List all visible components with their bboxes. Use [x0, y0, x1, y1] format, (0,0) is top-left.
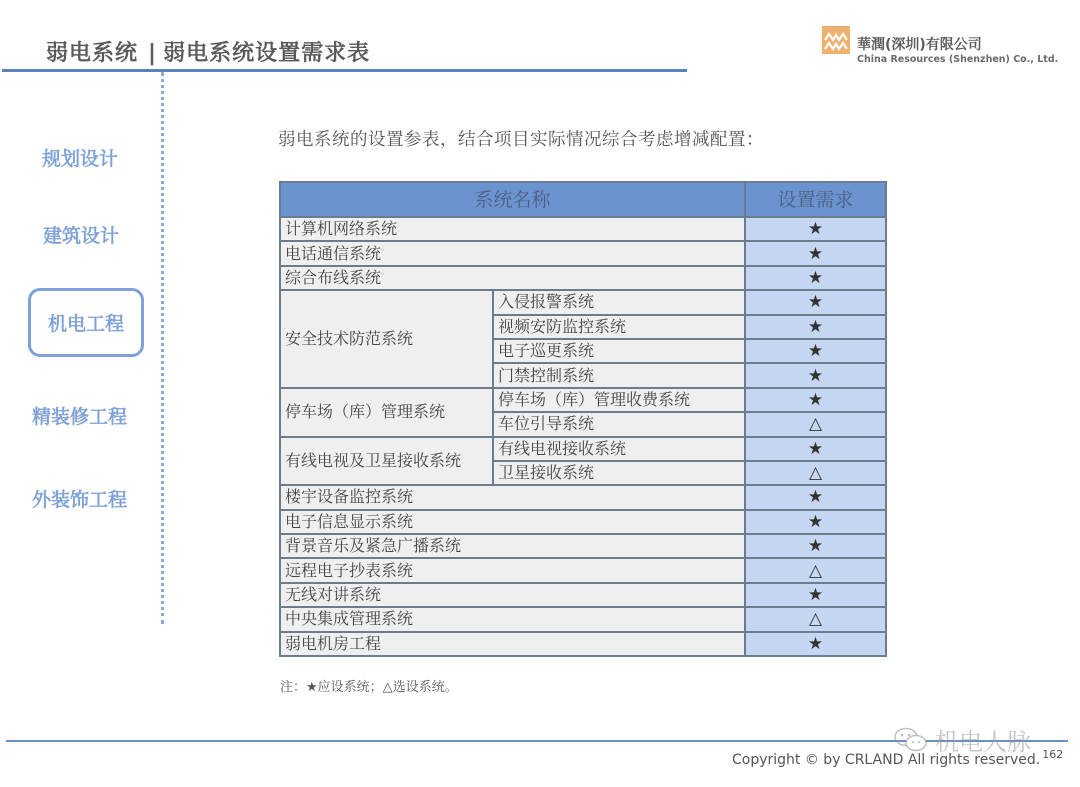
- company-name-en: China Resources (Shenzhen) Co., Ltd.: [857, 54, 1059, 65]
- system-name: 远程电子抄表系统: [280, 558, 745, 582]
- requirement-mark: △: [745, 607, 886, 631]
- system-name: 中央集成管理系统: [280, 607, 745, 631]
- table-row: [280, 534, 886, 558]
- requirement-mark: △: [745, 461, 886, 485]
- requirement-mark: ★: [745, 266, 886, 290]
- subsystem-name: 卫星接收系统: [493, 461, 745, 485]
- table-row: [280, 583, 886, 607]
- table-row: [280, 388, 886, 412]
- requirement-mark: ★: [745, 583, 886, 607]
- company-logo: [822, 26, 1062, 70]
- requirement-mark: ★: [745, 290, 886, 314]
- requirement-mark: ★: [745, 315, 886, 339]
- header-requirement: 设置需求: [745, 182, 886, 217]
- system-name: 无线对讲系统: [280, 583, 745, 607]
- subsystem-name: 车位引导系统: [493, 412, 745, 436]
- subsystem-name: 门禁控制系统: [493, 363, 745, 387]
- table-row: [280, 266, 886, 290]
- system-group-name: 有线电视及卫星接收系统: [280, 437, 493, 486]
- system-name: 综合布线系统: [280, 266, 745, 290]
- subsystem-name: 入侵报警系统: [493, 290, 745, 314]
- title-rule: [2, 69, 687, 72]
- page-number: 162: [1042, 748, 1064, 761]
- table-row: [280, 607, 886, 631]
- table-header-row: [280, 182, 886, 217]
- sidebar-item-architectural-design[interactable]: 建筑设计: [43, 225, 120, 247]
- table-row: [280, 217, 886, 241]
- subsystem-name: 停车场（库）管理收费系统: [493, 388, 745, 412]
- requirement-mark: ★: [745, 632, 886, 656]
- company-name-cn: 華潤(深圳)有限公司: [857, 37, 982, 53]
- requirement-mark: ★: [745, 510, 886, 534]
- subsystem-name: 电子巡更系统: [493, 339, 745, 363]
- copyright: [732, 748, 1063, 768]
- table-row: [280, 290, 886, 314]
- sidebar-divider: [161, 72, 164, 624]
- system-group-name: 安全技术防范系统: [280, 290, 493, 388]
- system-name: 弱电机房工程: [280, 632, 745, 656]
- watermark-text: 机电人脉: [935, 728, 1031, 756]
- requirement-mark: ★: [745, 437, 886, 461]
- table-row: [280, 437, 886, 461]
- sidebar-item-facade-decoration[interactable]: 外装饰工程: [32, 489, 128, 511]
- requirement-mark: ★: [745, 339, 886, 363]
- system-name: 背景音乐及紧急广播系统: [280, 534, 745, 558]
- requirement-mark: ★: [745, 534, 886, 558]
- requirement-mark: △: [745, 558, 886, 582]
- copyright-text: Copyright © by CRLAND All rights reserved.: [732, 752, 1041, 768]
- requirement-mark: ★: [745, 363, 886, 387]
- page-title: [46, 36, 370, 67]
- requirement-mark: ★: [745, 485, 886, 509]
- sidebar-item-interior-finishing[interactable]: 精装修工程: [32, 406, 128, 428]
- table-row: [280, 632, 886, 656]
- system-name: 电话通信系统: [280, 241, 745, 265]
- subsystem-name: 视频安防监控系统: [493, 315, 745, 339]
- table-row: [280, 510, 886, 534]
- header-system-name: 系统名称: [280, 182, 745, 217]
- page-subtitle: 弱电系统设置需求表: [163, 41, 371, 66]
- system-name: 楼宇设备监控系统: [280, 485, 745, 509]
- intro-text: 弱电系统的设置参表，结合项目实际情况综合考虑增减配置：: [278, 130, 764, 150]
- legend-note: 注：★应设系统；△选设系统。: [280, 680, 458, 695]
- requirements-table: [279, 181, 887, 657]
- requirement-mark: ★: [745, 388, 886, 412]
- section-title: 弱电系统: [46, 41, 139, 66]
- table-row: [280, 241, 886, 265]
- system-name: 电子信息显示系统: [280, 510, 745, 534]
- system-name: 计算机网络系统: [280, 217, 745, 241]
- subsystem-name: 有线电视接收系统: [493, 437, 745, 461]
- requirement-mark: △: [745, 412, 886, 436]
- table-row: [280, 558, 886, 582]
- sidebar-item-mep-engineering[interactable]: 机电工程: [28, 288, 144, 357]
- requirement-mark: ★: [745, 241, 886, 265]
- system-group-name: 停车场（库）管理系统: [280, 388, 493, 437]
- table-row: [280, 485, 886, 509]
- requirement-mark: ★: [745, 217, 886, 241]
- china-resources-logo-icon: [822, 26, 850, 54]
- sidebar-item-planning-design[interactable]: 规划设计: [42, 148, 119, 170]
- title-separator: |: [148, 41, 158, 66]
